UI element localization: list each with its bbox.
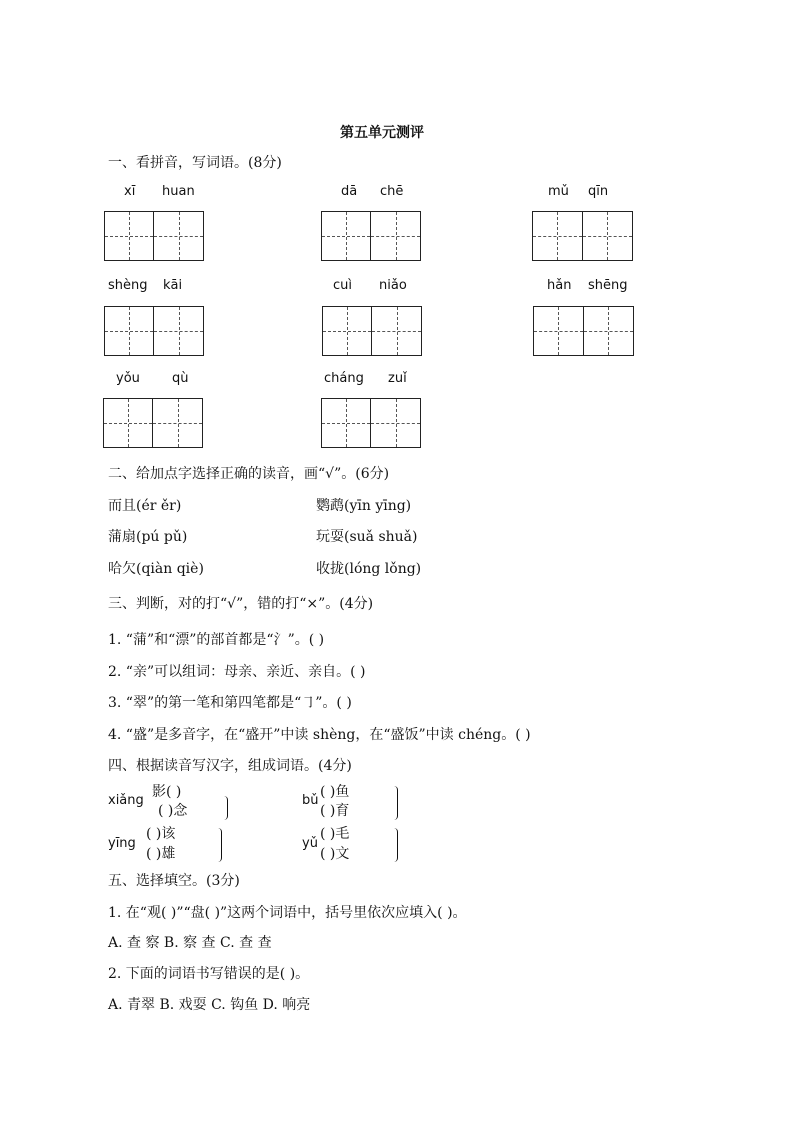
tianzi-grid[interactable] [321, 211, 421, 261]
pinyin: yīng [108, 836, 136, 851]
word-blank[interactable]: ( )该 [146, 826, 176, 842]
pinyin: niǎo [379, 278, 407, 293]
word-blank[interactable]: 影( ) [152, 784, 182, 800]
reading-choice[interactable]: 收拢(lóng lǒng) [316, 561, 422, 577]
pinyin: mǔ [548, 184, 569, 199]
reading-choice[interactable]: 哈欠(qiàn qiè) [108, 561, 204, 577]
word-blank[interactable]: ( )鱼 [320, 784, 350, 800]
judgement-item[interactable]: 2. “亲”可以组词：母亲、亲近、亲自。( ) [108, 664, 366, 680]
section-2-heading: 二、给加点字选择正确的读音，画“√”。(6分) [108, 466, 390, 482]
word-blank[interactable]: ( )育 [320, 803, 350, 819]
tianzi-grid[interactable] [103, 398, 203, 448]
bracket [394, 828, 398, 862]
choice-options-1[interactable]: A. 查 察 B. 察 查 C. 查 查 [108, 935, 272, 951]
choice-options-2[interactable]: A. 青翠 B. 戏耍 C. 钩鱼 D. 响亮 [108, 997, 311, 1013]
pinyin: yǔ [302, 836, 318, 851]
reading-choice[interactable]: 玩耍(suǎ shuǎ) [316, 529, 418, 545]
pinyin: cuì [333, 278, 352, 293]
pinyin: yǒu [116, 371, 140, 386]
pinyin: kāi [163, 278, 183, 293]
judgement-item[interactable]: 1. “蒲”和“漂”的部首都是“氵”。( ) [108, 632, 325, 648]
pinyin: dā [341, 184, 358, 199]
section-1-heading: 一、看拼音，写词语。(8分) [108, 155, 282, 171]
pinyin: cháng [324, 371, 364, 386]
choice-question-2[interactable]: 2. 下面的词语书写错误的是( )。 [108, 966, 310, 982]
pinyin: bǔ [302, 793, 319, 808]
pinyin: zuǐ [388, 371, 407, 386]
pinyin: xī [124, 184, 136, 199]
choice-question-1[interactable]: 1. 在“观( )”“盘( )”这两个词语中，括号里依次应填入( )。 [108, 905, 467, 921]
bracket [224, 796, 228, 820]
tianzi-grid[interactable] [321, 398, 421, 448]
tianzi-grid[interactable] [104, 211, 204, 261]
section-5-heading: 五、选择填空。(3分) [108, 873, 240, 889]
judgement-item[interactable]: 4. “盛”是多音字，在“盛开”中读 shèng，在“盛饭”中读 chéng。( ) [108, 727, 531, 743]
tianzi-grid[interactable] [104, 306, 204, 356]
reading-choice[interactable]: 而且(ér ěr) [108, 498, 182, 514]
pinyin: qīn [588, 184, 609, 199]
judgement-item[interactable]: 3. “翠”的第一笔和第四笔都是“㇆”。( ) [108, 695, 352, 711]
pinyin: chē [380, 184, 404, 199]
bracket [218, 828, 222, 862]
section-4-heading: 四、根据读音写汉字，组成词语。(4分) [108, 758, 352, 774]
tianzi-grid[interactable] [532, 211, 633, 261]
bracket [394, 786, 398, 820]
word-blank[interactable]: ( )文 [320, 846, 350, 862]
page-title: 第五单元测评 [340, 125, 424, 141]
word-blank[interactable]: ( )雄 [146, 846, 176, 862]
word-blank[interactable]: ( )念 [158, 803, 188, 819]
pinyin: hǎn [547, 278, 572, 293]
tianzi-grid[interactable] [533, 306, 634, 356]
section-3-heading: 三、判断，对的打“√”，错的打“×”。(4分) [108, 596, 374, 612]
reading-choice[interactable]: 蒲扇(pú pǔ) [108, 529, 188, 545]
word-blank[interactable]: ( )毛 [320, 826, 350, 842]
pinyin: shēng [588, 278, 628, 293]
pinyin: xiǎng [108, 793, 144, 808]
pinyin: huan [162, 184, 195, 199]
tianzi-grid[interactable] [322, 306, 422, 356]
pinyin: shèng [108, 278, 148, 293]
reading-choice[interactable]: 鹦鹉(yīn yīng) [316, 498, 412, 514]
pinyin: qù [172, 371, 189, 386]
